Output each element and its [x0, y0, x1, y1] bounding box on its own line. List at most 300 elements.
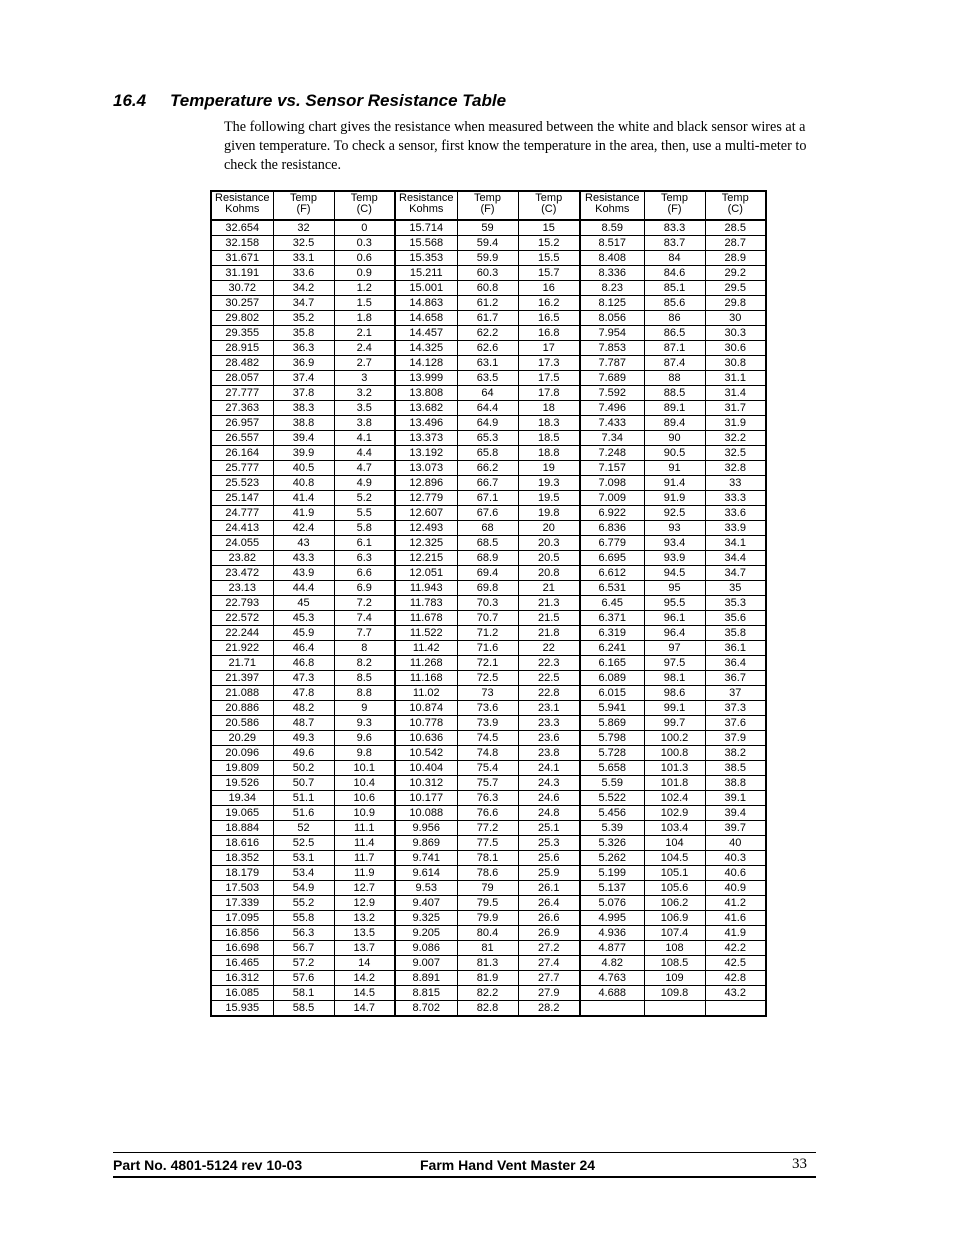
table-cell: 5.137 — [580, 881, 644, 896]
table-cell: 93.4 — [644, 536, 705, 551]
table-cell: 53.4 — [273, 866, 334, 881]
table-cell: 3.5 — [334, 401, 395, 416]
table-cell: 83.7 — [644, 236, 705, 251]
table-cell: 25.523 — [211, 476, 273, 491]
table-cell: 15.714 — [395, 220, 457, 236]
table-cell: 13.373 — [395, 431, 457, 446]
table-cell: 73.9 — [457, 716, 518, 731]
table-cell: 91.4 — [644, 476, 705, 491]
table-cell: 43.2 — [705, 986, 766, 1001]
table-cell: 0.9 — [334, 266, 395, 281]
table-cell: 89.4 — [644, 416, 705, 431]
section-heading — [113, 91, 506, 111]
table-cell: 48.7 — [273, 716, 334, 731]
table-cell: 9.007 — [395, 956, 457, 971]
table-cell: 9.614 — [395, 866, 457, 881]
table-cell: 83.3 — [644, 220, 705, 236]
footer-rule-top — [113, 1152, 816, 1153]
table-cell: 87.1 — [644, 341, 705, 356]
table-cell: 36.1 — [705, 641, 766, 656]
table-cell: 31.7 — [705, 401, 766, 416]
intro-paragraph: The following chart gives the resistance when measured between the white and black sensor wires at a given temperature. To check a sensor, first know the temperature in the area, then, use a multi-meter to check the resistance. — [224, 119, 807, 173]
column-header-line: Kohms — [409, 203, 444, 215]
table-cell: 2.4 — [334, 341, 395, 356]
column-header-line: (C) — [356, 203, 372, 215]
column-header — [457, 191, 518, 220]
table-row — [211, 371, 766, 386]
table-cell: 19.8 — [518, 506, 580, 521]
table-row — [211, 491, 766, 506]
table-cell: 11.1 — [334, 821, 395, 836]
table-header-row — [211, 191, 766, 220]
table-cell: 28.915 — [211, 341, 273, 356]
table-cell: 100.2 — [644, 731, 705, 746]
table-cell: 28.482 — [211, 356, 273, 371]
table-cell: 78.6 — [457, 866, 518, 881]
table-cell: 109 — [644, 971, 705, 986]
table-cell: 69.8 — [457, 581, 518, 596]
table-cell: 45.9 — [273, 626, 334, 641]
table-cell: 21.397 — [211, 671, 273, 686]
table-cell: 36.4 — [705, 656, 766, 671]
column-header — [273, 191, 334, 220]
table-cell: 19.526 — [211, 776, 273, 791]
table-cell: 26.164 — [211, 446, 273, 461]
table-cell: 5.2 — [334, 491, 395, 506]
table-cell: 23.82 — [211, 551, 273, 566]
table-row — [211, 326, 766, 341]
table-cell: 13.2 — [334, 911, 395, 926]
table-cell: 5.262 — [580, 851, 644, 866]
table-cell: 9.956 — [395, 821, 457, 836]
table-cell: 10.542 — [395, 746, 457, 761]
table-cell: 5.522 — [580, 791, 644, 806]
section-number: 16.4 — [113, 91, 147, 110]
table-cell: 27.777 — [211, 386, 273, 401]
table-cell: 34.2 — [273, 281, 334, 296]
table-cell: 24.8 — [518, 806, 580, 821]
table-cell: 10.312 — [395, 776, 457, 791]
table-row — [211, 311, 766, 326]
table-cell: 60.8 — [457, 281, 518, 296]
table-cell: 10.088 — [395, 806, 457, 821]
table-cell: 59 — [457, 220, 518, 236]
table-cell: 19.34 — [211, 791, 273, 806]
column-header-line: (F) — [480, 203, 495, 215]
footer-part-number: Part No. 4801-5124 rev 10-03 — [113, 1157, 303, 1173]
table-cell: 85.6 — [644, 296, 705, 311]
table-row — [211, 611, 766, 626]
table-cell: 6.612 — [580, 566, 644, 581]
table-cell: 58.5 — [273, 1001, 334, 1017]
column-header-line: (F) — [296, 203, 311, 215]
table-cell: 15.2 — [518, 236, 580, 251]
column-header — [518, 191, 580, 220]
table-row — [211, 746, 766, 761]
table-cell: 16.085 — [211, 986, 273, 1001]
table-cell: 22.572 — [211, 611, 273, 626]
table-cell: 16.856 — [211, 926, 273, 941]
table-cell: 91 — [644, 461, 705, 476]
table-cell: 20 — [518, 521, 580, 536]
table-cell: 38.2 — [705, 746, 766, 761]
table-cell: 42.5 — [705, 956, 766, 971]
table-cell: 32.5 — [273, 236, 334, 251]
table-cell: 10.778 — [395, 716, 457, 731]
table-cell: 9.086 — [395, 941, 457, 956]
table-cell: 14.457 — [395, 326, 457, 341]
table-cell: 23.1 — [518, 701, 580, 716]
table-cell: 40.5 — [273, 461, 334, 476]
table-cell: 36.3 — [273, 341, 334, 356]
table-cell: 59.9 — [457, 251, 518, 266]
column-header-line: Temp — [474, 192, 501, 204]
table-row — [211, 281, 766, 296]
table-cell: 90.5 — [644, 446, 705, 461]
table-cell: 15.568 — [395, 236, 457, 251]
table-row — [211, 791, 766, 806]
table-cell: 49.6 — [273, 746, 334, 761]
column-header — [705, 191, 766, 220]
table-cell: 10.6 — [334, 791, 395, 806]
table-cell: 45 — [273, 596, 334, 611]
table-cell: 29.355 — [211, 326, 273, 341]
table-cell: 6.089 — [580, 671, 644, 686]
table-cell: 65.8 — [457, 446, 518, 461]
table-row — [211, 701, 766, 716]
table-cell: 90 — [644, 431, 705, 446]
table-cell: 9.205 — [395, 926, 457, 941]
table-cell: 27.9 — [518, 986, 580, 1001]
table-cell: 8.23 — [580, 281, 644, 296]
table-cell: 0 — [334, 220, 395, 236]
table-cell: 8.8 — [334, 686, 395, 701]
table-cell: 3 — [334, 371, 395, 386]
table-cell: 19.809 — [211, 761, 273, 776]
table-cell: 58.1 — [273, 986, 334, 1001]
table-row — [211, 821, 766, 836]
table-cell: 14.863 — [395, 296, 457, 311]
table-cell: 17.8 — [518, 386, 580, 401]
table-cell: 109.8 — [644, 986, 705, 1001]
table-cell: 28.9 — [705, 251, 766, 266]
table-cell: 81 — [457, 941, 518, 956]
table-cell: 37.6 — [705, 716, 766, 731]
table-cell: 37.3 — [705, 701, 766, 716]
table-cell: 47.8 — [273, 686, 334, 701]
table-row — [211, 356, 766, 371]
column-header-line: Temp — [535, 192, 563, 204]
table-cell: 20.096 — [211, 746, 273, 761]
table-cell: 84 — [644, 251, 705, 266]
table-cell: 47.3 — [273, 671, 334, 686]
table-cell: 1.2 — [334, 281, 395, 296]
table-cell: 4.7 — [334, 461, 395, 476]
column-header — [395, 191, 457, 220]
table-cell: 79 — [457, 881, 518, 896]
table-cell: 20.3 — [518, 536, 580, 551]
table-cell: 39.4 — [705, 806, 766, 821]
table-cell: 40.3 — [705, 851, 766, 866]
table-cell: 5.798 — [580, 731, 644, 746]
table-cell: 39.1 — [705, 791, 766, 806]
table-cell: 25.147 — [211, 491, 273, 506]
table-cell: 14.658 — [395, 311, 457, 326]
table-cell: 86 — [644, 311, 705, 326]
table-cell: 85.1 — [644, 281, 705, 296]
table-cell: 11.42 — [395, 641, 457, 656]
table-cell: 17.095 — [211, 911, 273, 926]
table-cell: 5.941 — [580, 701, 644, 716]
table-cell: 9.325 — [395, 911, 457, 926]
table-cell: 8.056 — [580, 311, 644, 326]
table-cell: 31.671 — [211, 251, 273, 266]
table-cell: 57.2 — [273, 956, 334, 971]
table-cell: 10.1 — [334, 761, 395, 776]
table-cell: 6.241 — [580, 641, 644, 656]
table-cell: 73.6 — [457, 701, 518, 716]
table-cell: 97 — [644, 641, 705, 656]
table-cell: 9.6 — [334, 731, 395, 746]
table-cell: 32.654 — [211, 220, 273, 236]
table-cell: 51.1 — [273, 791, 334, 806]
table-cell: 20.886 — [211, 701, 273, 716]
table-cell: 35.3 — [705, 596, 766, 611]
table-cell: 66.7 — [457, 476, 518, 491]
table-cell: 8.336 — [580, 266, 644, 281]
table-cell: 25.3 — [518, 836, 580, 851]
table-cell: 23.6 — [518, 731, 580, 746]
table-cell: 7.592 — [580, 386, 644, 401]
column-header — [580, 191, 644, 220]
table-cell: 4.688 — [580, 986, 644, 1001]
table-cell: 43 — [273, 536, 334, 551]
table-body — [211, 220, 766, 1016]
table-cell: 20.29 — [211, 731, 273, 746]
table-cell: 4.1 — [334, 431, 395, 446]
table-cell: 25.1 — [518, 821, 580, 836]
table-cell: 11.943 — [395, 581, 457, 596]
column-header-line: (C) — [727, 203, 743, 215]
table-cell: 10.874 — [395, 701, 457, 716]
footer-rule-bottom — [113, 1176, 816, 1178]
table-cell: 77.2 — [457, 821, 518, 836]
table-cell: 19 — [518, 461, 580, 476]
table-row — [211, 461, 766, 476]
table-cell: 11.168 — [395, 671, 457, 686]
table-cell: 5.326 — [580, 836, 644, 851]
table-cell: 37.9 — [705, 731, 766, 746]
table-cell: 45.3 — [273, 611, 334, 626]
table-cell: 30.6 — [705, 341, 766, 356]
table-cell: 81.9 — [457, 971, 518, 986]
table-row — [211, 926, 766, 941]
table-cell: 9 — [334, 701, 395, 716]
table-cell: 39.4 — [273, 431, 334, 446]
table-cell: 27.4 — [518, 956, 580, 971]
table-cell: 57.6 — [273, 971, 334, 986]
table-cell: 16.465 — [211, 956, 273, 971]
table-cell: 12.607 — [395, 506, 457, 521]
table-cell: 61.7 — [457, 311, 518, 326]
table-cell: 2.7 — [334, 356, 395, 371]
table-cell: 8.517 — [580, 236, 644, 251]
table-cell: 13.496 — [395, 416, 457, 431]
table-cell: 7.787 — [580, 356, 644, 371]
table-cell: 11.268 — [395, 656, 457, 671]
table-cell — [705, 1001, 766, 1017]
table-cell: 7.954 — [580, 326, 644, 341]
table-cell: 52.5 — [273, 836, 334, 851]
table-cell: 104.5 — [644, 851, 705, 866]
table-cell: 29.8 — [705, 296, 766, 311]
table-cell: 4.877 — [580, 941, 644, 956]
table-cell: 17.3 — [518, 356, 580, 371]
table-cell: 76.3 — [457, 791, 518, 806]
table-cell: 99.1 — [644, 701, 705, 716]
table-cell: 27.7 — [518, 971, 580, 986]
table-cell: 108.5 — [644, 956, 705, 971]
table-cell: 50.2 — [273, 761, 334, 776]
table-row — [211, 986, 766, 1001]
table-row — [211, 341, 766, 356]
table-cell: 24.1 — [518, 761, 580, 776]
table-cell: 31.191 — [211, 266, 273, 281]
table-cell: 7.098 — [580, 476, 644, 491]
table-cell: 103.4 — [644, 821, 705, 836]
table-cell: 43.3 — [273, 551, 334, 566]
table-row — [211, 776, 766, 791]
table-row — [211, 251, 766, 266]
column-header-line: Temp — [661, 192, 688, 204]
table-cell: 17 — [518, 341, 580, 356]
table-cell: 19.3 — [518, 476, 580, 491]
table-cell: 13.073 — [395, 461, 457, 476]
table-cell: 10.404 — [395, 761, 457, 776]
column-header-line: Temp — [721, 192, 749, 204]
table-cell: 7.34 — [580, 431, 644, 446]
table-cell: 88 — [644, 371, 705, 386]
table-cell: 99.7 — [644, 716, 705, 731]
table-cell: 94.5 — [644, 566, 705, 581]
table-cell: 28.2 — [518, 1001, 580, 1017]
table-cell: 25.9 — [518, 866, 580, 881]
table-cell: 20.8 — [518, 566, 580, 581]
table-cell: 24.055 — [211, 536, 273, 551]
table-cell: 71.6 — [457, 641, 518, 656]
table-cell: 1.5 — [334, 296, 395, 311]
table-cell: 63.1 — [457, 356, 518, 371]
table-cell: 6.836 — [580, 521, 644, 536]
table-cell: 63.5 — [457, 371, 518, 386]
table-cell: 13.808 — [395, 386, 457, 401]
table-cell: 9.869 — [395, 836, 457, 851]
table-cell: 30.8 — [705, 356, 766, 371]
table-cell: 7.853 — [580, 341, 644, 356]
table-cell: 20.5 — [518, 551, 580, 566]
table-cell: 31.1 — [705, 371, 766, 386]
table-cell: 32.8 — [705, 461, 766, 476]
table-row — [211, 551, 766, 566]
table-cell: 15.7 — [518, 266, 580, 281]
table-cell: 11.02 — [395, 686, 457, 701]
table-row — [211, 581, 766, 596]
table-cell: 10.636 — [395, 731, 457, 746]
table-cell: 6.015 — [580, 686, 644, 701]
table-cell: 35.8 — [273, 326, 334, 341]
table-row — [211, 686, 766, 701]
table-cell: 48.2 — [273, 701, 334, 716]
table-cell: 18 — [518, 401, 580, 416]
table-cell: 6.531 — [580, 581, 644, 596]
table-cell: 29.802 — [211, 311, 273, 326]
table-row — [211, 296, 766, 311]
table-row — [211, 626, 766, 641]
table-cell: 93 — [644, 521, 705, 536]
table-cell: 37.4 — [273, 371, 334, 386]
table-cell: 35 — [705, 581, 766, 596]
table-cell: 18.3 — [518, 416, 580, 431]
table-cell: 70.3 — [457, 596, 518, 611]
table-row — [211, 416, 766, 431]
table-cell: 11.678 — [395, 611, 457, 626]
table-row — [211, 386, 766, 401]
table-cell: 3.8 — [334, 416, 395, 431]
table-cell: 5.59 — [580, 776, 644, 791]
table-cell: 69.4 — [457, 566, 518, 581]
table-row — [211, 596, 766, 611]
table-cell: 74.5 — [457, 731, 518, 746]
table-cell: 7.2 — [334, 596, 395, 611]
table-cell: 11.783 — [395, 596, 457, 611]
table-row — [211, 941, 766, 956]
table-cell: 4.4 — [334, 446, 395, 461]
table-cell: 16.312 — [211, 971, 273, 986]
table-cell: 60.3 — [457, 266, 518, 281]
table-cell: 102.4 — [644, 791, 705, 806]
table-cell: 82.2 — [457, 986, 518, 1001]
table-cell: 46.8 — [273, 656, 334, 671]
table-cell: 34.4 — [705, 551, 766, 566]
column-header — [644, 191, 705, 220]
table-cell: 4.936 — [580, 926, 644, 941]
table-cell: 38.8 — [273, 416, 334, 431]
table-cell: 56.3 — [273, 926, 334, 941]
table-cell: 8.59 — [580, 220, 644, 236]
table-cell: 81.3 — [457, 956, 518, 971]
table-cell: 41.6 — [705, 911, 766, 926]
table-cell: 101.8 — [644, 776, 705, 791]
table-cell: 44.4 — [273, 581, 334, 596]
table-cell: 27.2 — [518, 941, 580, 956]
table-cell: 22.793 — [211, 596, 273, 611]
table-cell: 5.728 — [580, 746, 644, 761]
column-header-line: Resistance — [215, 192, 270, 204]
table-cell: 24.6 — [518, 791, 580, 806]
table-cell: 65.3 — [457, 431, 518, 446]
column-header-line: Kohms — [595, 203, 630, 215]
table-cell: 66.2 — [457, 461, 518, 476]
table-cell: 40 — [705, 836, 766, 851]
table-cell: 2.1 — [334, 326, 395, 341]
table-cell: 18.8 — [518, 446, 580, 461]
table-row — [211, 716, 766, 731]
table-cell: 30.72 — [211, 281, 273, 296]
table-cell: 33.1 — [273, 251, 334, 266]
table-cell: 15.5 — [518, 251, 580, 266]
table-cell: 26.4 — [518, 896, 580, 911]
table-cell: 18.5 — [518, 431, 580, 446]
